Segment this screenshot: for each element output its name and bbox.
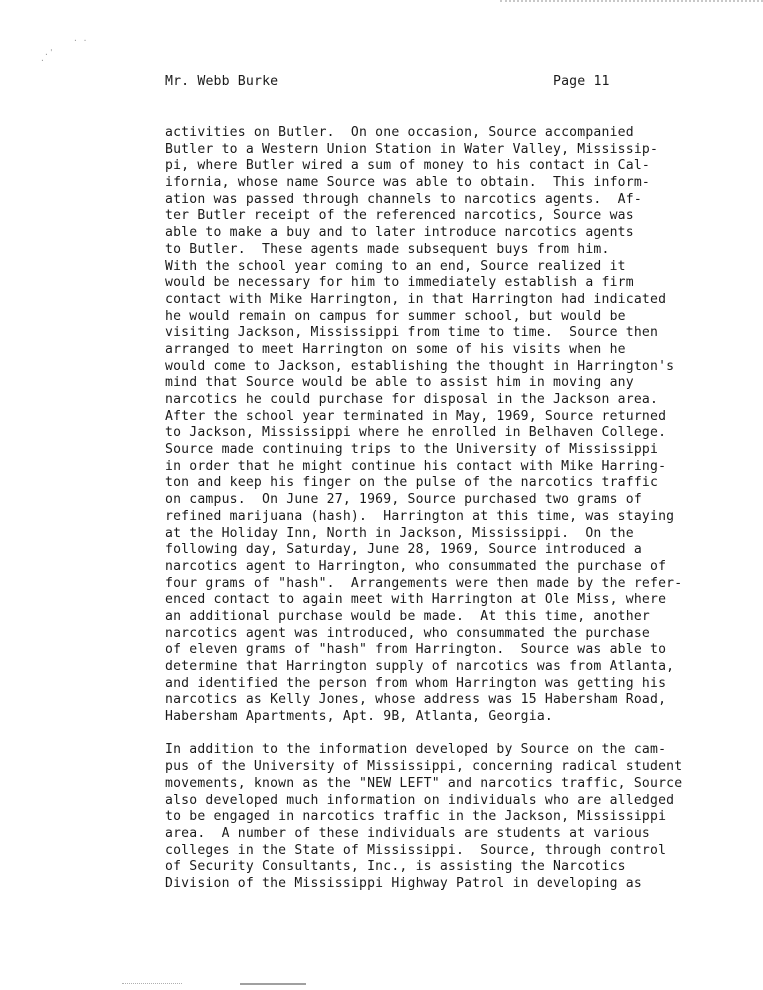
text-line: arranged to meet Harrington on some of his visits when he	[165, 341, 626, 357]
text-line: narcotics as Kelly Jones, whose address was 15 Habersham Road,	[165, 692, 667, 708]
text-line: to Jackson, Mississippi where he enrolled in Belhaven College.	[165, 425, 667, 441]
text-line: of eleven grams of "hash" from Harrington. Source was able to	[165, 642, 667, 658]
paragraph	[165, 125, 755, 726]
text-line: pus of the University of Mississippi, concerning radical student	[165, 759, 683, 775]
text-line: mind that Source would be able to assist him in moving any	[165, 375, 634, 391]
text-line: movements, known as the "NEW LEFT" and narcotics traffic, Source	[165, 775, 683, 791]
text-line: an additional purchase would be made. At this time, another	[165, 608, 650, 624]
text-line: on campus. On June 27, 1969, Source purchased two grams of	[165, 492, 642, 508]
text-line: in order that he might continue his contact with Mike Harring-	[165, 458, 667, 474]
letter-body	[165, 125, 755, 893]
text-line: Habersham Apartments, Apt. 9B, Atlanta, Georgia.	[165, 709, 553, 725]
text-line: Division of the Mississippi Highway Patrol in developing as	[165, 875, 642, 891]
text-line: contact with Mike Harrington, in that Harrington had indicated	[165, 291, 667, 307]
text-line: enced contact to again meet with Harrington at Ole Miss, where	[165, 592, 667, 608]
text-line: activities on Butler. On one occasion, Source accompanied	[165, 125, 634, 140]
text-line: of Security Consultants, Inc., is assisting the Narcotics	[165, 859, 626, 875]
text-line: narcotics agent was introduced, who consummated the purchase	[165, 625, 650, 641]
scan-edge-mark	[500, 0, 763, 6]
letter-recipient-header: Mr. Webb Burke	[165, 74, 279, 89]
text-line: at the Holiday Inn, North in Jackson, Mississippi. On the	[165, 525, 634, 541]
text-line: Butler to a Western Union Station in Water Valley, Mississip-	[165, 141, 659, 157]
text-line: visiting Jackson, Mississippi from time to time. Source then	[165, 325, 659, 341]
text-line: pi, where Butler wired a sum of money to his contact in Cal-	[165, 158, 650, 174]
scan-bottom-mark	[122, 983, 312, 987]
text-line: determine that Harrington supply of narcotics was from Atlanta,	[165, 659, 675, 674]
text-line: With the school year coming to an end, Source realized it	[165, 258, 626, 274]
text-line: ation was passed through channels to narcotics agents. Af-	[165, 191, 642, 207]
text-line: In addition to the information developed by Source on the cam-	[165, 742, 667, 758]
text-line: would come to Jackson, establishing the thought in Harrington's	[165, 358, 675, 374]
text-line: able to make a buy and to later introduce narcotics agents	[165, 225, 634, 241]
paragraph-gap	[165, 726, 755, 743]
text-line: and identified the person from whom Harrington was getting his	[165, 675, 667, 691]
text-line: four grams of "hash". Arrangements were then made by the refer-	[165, 575, 683, 591]
text-line: narcotics he could purchase for disposal in the Jackson area.	[165, 392, 659, 407]
text-line: refined marijuana (hash). Harrington at this time, was staying	[165, 508, 675, 524]
paragraph	[165, 742, 755, 892]
text-line: ifornia, whose name Source was able to obtain. This inform-	[165, 175, 650, 191]
text-line: narcotics agent to Harrington, who consummated the purchase of	[165, 558, 667, 574]
text-line: colleges in the State of Mississippi. Source, through control	[165, 842, 667, 858]
text-line: he would remain on campus for summer school, but would be	[165, 308, 626, 324]
text-line: ton and keep his finger on the pulse of the narcotics traffic	[165, 475, 659, 491]
scan-specks: . . .' .	[40, 34, 88, 63]
page-number: Page 11	[553, 74, 610, 89]
text-line: After the school year terminated in May, 1969, Source returned	[165, 408, 667, 424]
text-line: Source made continuing trips to the University of Mississippi	[165, 442, 659, 458]
text-line: ter Butler receipt of the referenced narcotics, Source was	[165, 208, 634, 224]
text-line: would be necessary for him to immediately establish a firm	[165, 275, 634, 291]
text-line: also developed much information on individuals who are alledged	[165, 792, 675, 808]
text-line: to Butler. These agents made subsequent buys from him.	[165, 241, 610, 257]
text-line: to be engaged in narcotics traffic in the Jackson, Mississippi	[165, 809, 667, 825]
text-line: following day, Saturday, June 28, 1969, Source introduced a	[165, 542, 642, 558]
text-line: area. A number of these individuals are students at various	[165, 825, 650, 841]
